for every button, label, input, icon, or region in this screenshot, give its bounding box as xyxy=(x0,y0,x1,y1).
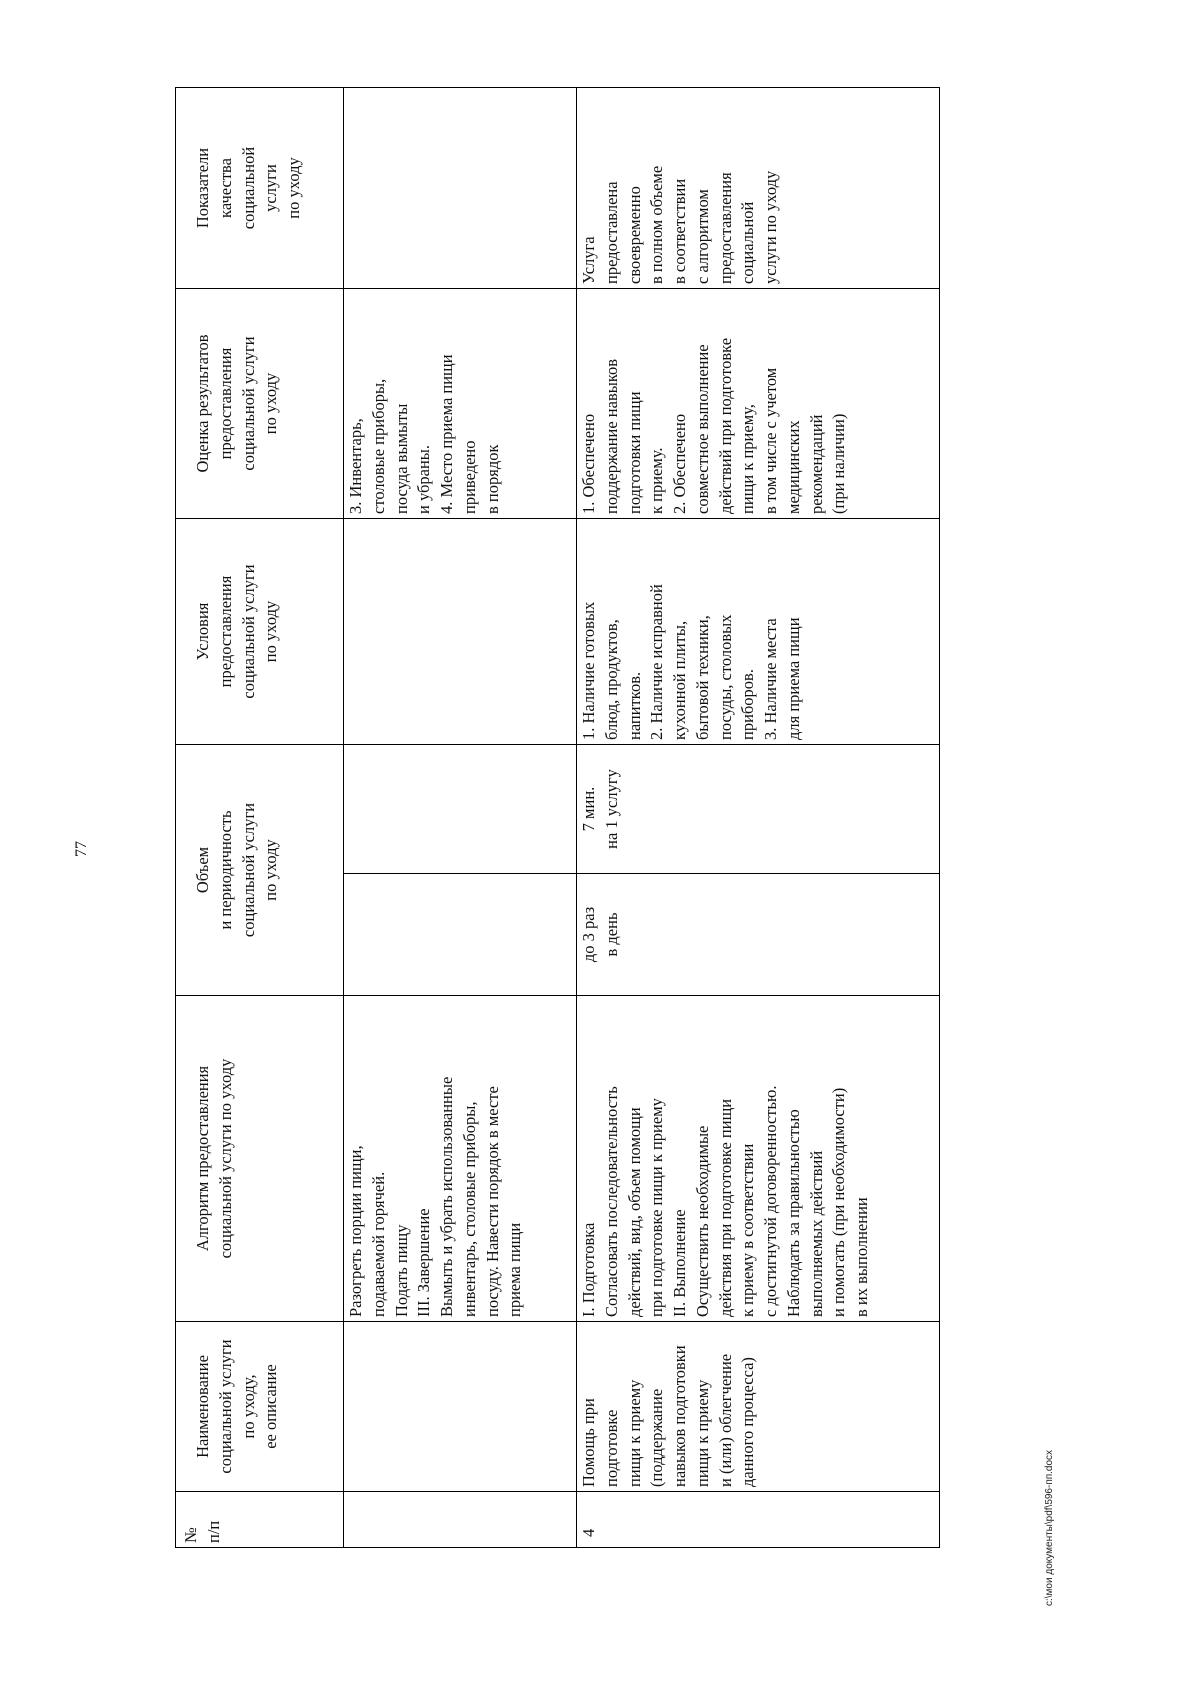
header-service-name: Наименование социальной услуги по уходу, ее описание xyxy=(176,1322,344,1492)
cell-volume xyxy=(344,745,577,874)
header-volume-periodicity: Объем и периодичность социальной услуги по уходу xyxy=(176,745,344,996)
cell-algorithm: I. Подготовка Согласовать последовательность действий, вид, объем помощи при подготовке пищи к приему II. Выполнение Осуществить необходимые действия при подготовке пищи к приему в соответствии с достигнутой договоренностью. Наблюдать за правильностью выполняемых действий и помогать (при необходимости) в их выполнении xyxy=(577,996,940,1322)
cell-service-name: Помощь при подготовке пищи к приему (поддержание навыков подготовки пищи к приему и (или) облегчение данного процесса) xyxy=(577,1322,940,1492)
cell-quality xyxy=(344,88,577,289)
table-row-continued xyxy=(344,88,577,1548)
table-row-4 xyxy=(577,88,940,1548)
table-header-row xyxy=(176,88,344,1548)
table-rotation-frame xyxy=(175,60,985,1700)
cell-service-name xyxy=(344,1322,577,1492)
page-number: 77 xyxy=(73,841,90,857)
cell-quality: Услуга предоставлена своевременно в полном объеме в соответствии с алгоритмом предоставления социальной услуги по уходу xyxy=(577,88,940,289)
header-quality: Показатели качества социальной услуги по уходу xyxy=(176,88,344,289)
cell-algorithm: Разогреть порции пищи, подаваемой горячей. Подать пищу III. Завершение Вымыть и убрать использованные инвентарь, столовые приборы, посуду. Навести порядок в месте приема пищи xyxy=(344,996,577,1322)
cell-num xyxy=(344,1492,577,1548)
cell-periodicity xyxy=(344,874,577,996)
cell-num: 4 xyxy=(577,1492,940,1548)
footer-file-path: c:\мои документы\pdf\596-пп.docx xyxy=(1044,1449,1055,1606)
header-num: № п/п xyxy=(176,1492,344,1548)
cell-assessment: 3. Инвентарь, столовые приборы, посуда вымыты и убраны. 4. Место приема пищи приведено в порядок xyxy=(344,289,577,519)
cell-assessment: 1. Обеспечено поддержание навыков подготовки пищи к приему. 2. Обеспечено совместное выполнение действий при подготовке пищи к приему, в том числе с учетом медицинских рекомендаций (при наличии) xyxy=(577,289,940,519)
header-assessment: Оценка результатов предоставления социальной услуги по уходу xyxy=(176,289,344,519)
cell-conditions xyxy=(344,519,577,745)
cell-periodicity: до 3 раз в день xyxy=(577,874,940,996)
header-algorithm: Алгоритм предоставления социальной услуги по уходу xyxy=(176,996,344,1322)
header-conditions: Условия предоставления социальной услуги по уходу xyxy=(176,519,344,745)
cell-conditions: 1. Наличие готовых блюд, продуктов, напитков. 2. Наличие исправной кухонной плиты, бытовой техники, посуды, столовых приборов. 3. Наличие места для приема пищи xyxy=(577,519,940,745)
services-table xyxy=(175,87,940,1548)
cell-volume: 7 мин. на 1 услугу xyxy=(577,745,940,874)
